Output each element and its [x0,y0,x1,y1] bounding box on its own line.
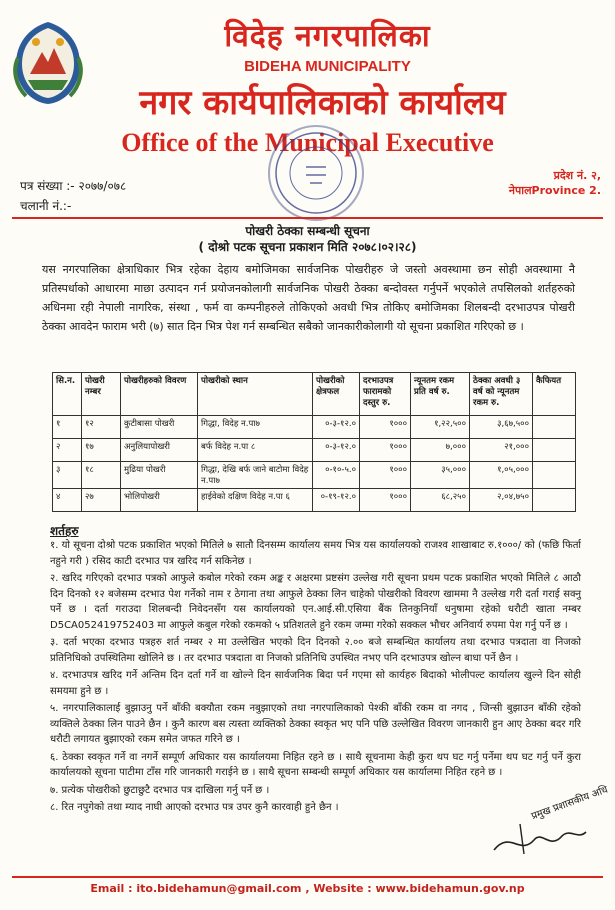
table-cell: ६८,२५० [411,489,470,512]
column-header: न्यूनतम रकम प्रति वर्ष रु. [411,373,470,416]
table-cell: १ [53,416,82,439]
table-cell: गिद्धा, देखि बर्फ जाने बाटोमा विदेह न.पा७ [198,462,313,489]
footer-divider [12,876,603,878]
table-row [53,489,576,512]
term-item: २. खरिद गरिएको दरभाउ पत्रको आफुले कबोल गरेको रकम अङ्क र अक्षरमा प्रष्टसंग उल्लेख गरी सूचना प्रथम पटक प्रकाशित भएको मितिले ८ आठौ दिन दिनको १२ बजेसम्म दरभाउ पेश गर्नेको नाम र ठेगाना तथा आफुले ठेक्का लिन चाहेको पोखरीको विवरण खाममा नै उल्लेख गरी दर्ता गराई सक्नु पर्ने छ । दर्ता गराउदा शिलबन्दी निवेदनसँग यस कार्यालयको एन.आई.सी.एसिया बैंक तिनकुनियाँ धनुषामा रहेको धरौटी खाता नम्बर D5CA052419752403 मा आफुले कबुल गरेको रकमको ५ प्रतिशतले हुने रकम जम्मा गरेको सक्कल भौचर अनिवार्य रुपमा पेश गर्नु पर्ने छ । [50,573,581,631]
table-cell: भोलिपोखरी [121,489,198,512]
municipality-name-nepali: विदेह नगरपालिका [224,19,431,54]
term-item: ७. प्रत्येक पोखरीको छुटाछुटै दरभाउ पत्र दाखिला गर्नु पर्ने छ । [50,784,270,796]
notice-intro: यस नगरपालिका क्षेत्राधिकार भित्र रहेका देहाय बमोजिमका सार्वजनिक पोखरीहरु जे जस्तो अवस्थामा छन सोही अवस्थामा नै प्रतिस्पर्धाको आधारमा माछा उत्पादन गर्न प्रयोजनकोलागी सार्वजनिक पोखरी ठेक्का बन्दोवस्त गर्नुपर्ने भएकोले तपसिलको शर्तहरुको अधिनमा रही नेपाली नागरिक, संस्था , फर्म वा कम्पनीहरुले तोकिएको अवधी भित्र तोकिए बमोजिमका शिलबन्दी दरभाउपत्र पोखरी ठेक्का आवदेन फाराम भरी (७) सात दिन भित्र पेश गर्न सम्बन्धित सबैको जानकारीकोलागी यो सूचना प्रकाशित गरिएको छ । [42,263,575,333]
table-cell: बर्फ विदेह न.पा ८ [198,439,313,462]
letter-meta [20,176,126,216]
term-item: ४. दरभाउपत्र खरिद गर्ने अन्तिम दिन दर्ता गर्ने वा खोल्ने दिन सार्वजनिक बिदा पर्न गएमा सो कार्यहरु बिदाको भोलीपल्ट कार्यालय खुल्ने दिन सोही समयमा हुने छ । [50,670,581,697]
table-cell: १,०५,००० [470,462,533,489]
table-cell: १८ [82,462,121,489]
terms-list [50,538,581,818]
official-stamp-icon [268,125,364,221]
column-header: पोखरीको क्षेत्रफल [313,373,360,416]
pond-table [52,372,576,512]
notice-title: पोखरी ठेक्का सम्बन्धी सूचना [245,224,370,238]
province-nepali: प्रदेश नं. २, [553,169,601,182]
table-row [53,462,576,489]
term-item: ३. दर्ता भएका दरभाउ पत्रहरु शर्त नम्बर २ मा उल्लेखित भएको दिन दिनको २.०० बजे सम्बन्धित कार्यालय तथा दरभाउ पत्रदाता वा निजको प्रतिनिधिको उपस्थितिमा खोलिने छ । तर दरभाउ पत्रदाता वा निजको प्रतिनिधि उपस्थित नभए पनि दरभाउपत्र खोल्न बाधा पर्ने छैन । [50,637,581,664]
signatory-title: प्रमुख प्रशासकीय अधि [529,784,609,823]
table-cell [533,439,576,462]
column-header: पोखरी नम्बर [82,373,121,416]
table-cell: २,०४,७५० [470,489,533,512]
table-cell [533,489,576,512]
handwritten-signature-icon [490,820,590,860]
table-cell: २१,००० [470,439,533,462]
table-row [53,416,576,439]
province-label [509,168,601,198]
table-cell: २७ [82,489,121,512]
footer-contact: Email : ito.bidehamun@gmail.com , Website : www.bidehamun.gov.np [90,882,525,895]
term-item: १. यो सूचना दोश्रो पटक प्रकाशित भएको मितिले ७ सातौ दिनसम्म कार्यालय समय भित्र यस कार्यालयको राजश्व शाखाबाट रु.१०००/ को (फछि फिर्ता नहुने गरी ) रसिद काटी दरभाउ पत्र खरिद गर्न सकिनेछ । [50,540,581,567]
table-cell: ३५,००० [411,462,470,489]
header-divider [12,217,603,219]
table-cell: अनुलियापोखरी [121,439,198,462]
term-item: ६. ठेक्का स्वकृत गर्ने वा नगर्ने सम्पूर्ण अधिकार यस कार्यालयमा निहित रहने छ । साथै सूचनामा केही कुरा थप घट गर्नु पर्नेमा थप घट गर्नु पर्ने कुरा कार्यालयको सूचना पाटीमा टाँस गरि जानकारी गराईने छ । साथै सूचना सम्बन्धी सम्पूर्ण अधिकार यस कार्यालमा निहित रहने छ । [50,751,581,778]
column-header: पोखरीहरुको विवरण [121,373,198,416]
table-cell: १००० [360,462,411,489]
term-item: ५. नगरपालिकालाई बुझाउनु पर्ने बाँकी बक्यौता रकम नबुझाएको तथा नगरपालिकाको पेश्की बाँकी रकम वा नगद , जिन्सी बुझाउन बाँकी रहेको व्यक्तिले ठेक्का लिन पाउने छैन । कुनै कारण बस त्यस्ता व्यक्तिको ठेक्का स्वकृत भए पनि पछि उल्लेखित विवरण जानकारी हुन आए ठेक्का बदर गरि धरौटी लगायत बुझाएको रकम समेत जफत गरिने छ । [50,703,581,745]
table-cell: ०-३-१२.० [313,439,360,462]
table-cell: १,२२,५०० [411,416,470,439]
column-header: सि.न. [53,373,82,416]
table-cell: २ [53,439,82,462]
column-header: ठेक्का अवधी ३ वर्ष को न्यूनतम रकम रु. [470,373,533,416]
table-cell: ३,६७,५०० [470,416,533,439]
province-english: नेपालProvince 2. [508,184,601,197]
column-header: दरभाउपत्र फारामको दस्तुर रु. [360,373,411,416]
office-name-english: Office of the Municipal Executive [121,128,494,157]
table-cell: १००० [360,489,411,512]
table-cell: १२ [82,416,121,439]
table-cell: कुटीबासा पोखरी [121,416,198,439]
table-row [53,439,576,462]
table-cell: १००० [360,439,411,462]
municipality-name-english: BIDEHA MUNICIPALITY [244,58,411,75]
letter-number: पत्र संख्या :- २०७७/०७८ [20,179,127,193]
table-cell: ७,००० [411,439,470,462]
table-cell: मुढिया पोखरी [121,462,198,489]
table-cell: गिद्धा, विदेह न.पा७ [198,416,313,439]
table-cell: ०-१०-५.० [313,462,360,489]
terms-heading: शर्तहरु [50,524,79,538]
table-cell: १७ [82,439,121,462]
table-cell: ४ [53,489,82,512]
table-cell [533,462,576,489]
table-header-row [53,373,576,416]
column-header: कैफियत [533,373,576,416]
dispatch-number: चलानी नं.:- [20,199,72,213]
column-header: पोखरीको स्थान [198,373,313,416]
term-item: ८. रित नपुगेको तथा म्याद नाघी आएको दरभाउ पत्र उपर कुनै कारवाही हुने छैन । [50,802,339,813]
office-name-nepali: नगर कार्यपालिकाको कार्यालय [139,83,506,123]
table-cell: हाईवेको दक्षिण विदेह न.पा ६ [198,489,313,512]
table-cell: १००० [360,416,411,439]
notice-subtitle: ( दोश्रो पटक सूचना प्रकाशन मिति २०७८।०२।२८) [198,240,417,254]
table-cell: ३ [53,462,82,489]
table-cell: ०-३-१२.० [313,416,360,439]
table-cell: ०-१९-१२.० [313,489,360,512]
table-cell [533,416,576,439]
